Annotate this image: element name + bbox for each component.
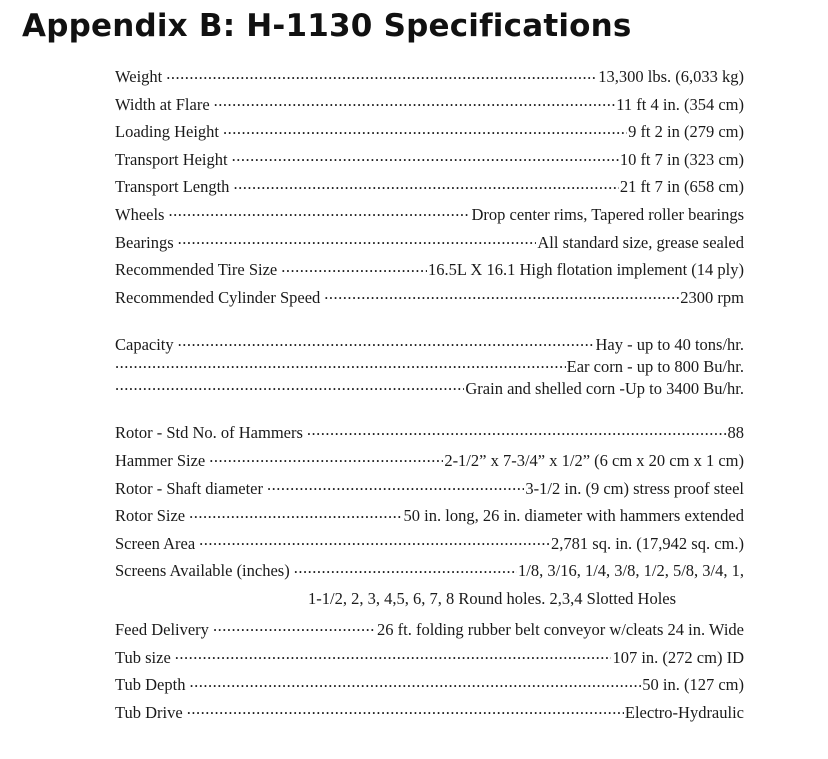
spec-value: 2-1/2” x 7-3/4” x 1/2” (6 cm x 20 cm x 1 cm)	[444, 450, 744, 470]
spec-value: 16.5L X 16.1 High flotation implement (14 ply)	[427, 260, 744, 280]
spec-row	[115, 530, 744, 558]
dot-leader	[178, 333, 595, 350]
dot-leader	[209, 449, 443, 466]
spec-value: 2300 rpm	[680, 287, 744, 307]
dot-leader	[214, 93, 616, 110]
spec-value: 88	[727, 423, 744, 443]
dot-leader	[189, 505, 402, 522]
dot-leader	[232, 148, 619, 165]
spec-value: All standard size, grease sealed	[537, 232, 744, 252]
spec-row	[115, 146, 744, 174]
spec-value: Drop center rims, Tapered roller bearings	[471, 204, 744, 224]
spec-label: Loading Height	[115, 122, 220, 142]
rotor-specs-group	[115, 419, 744, 585]
spec-value: 11 ft 4 in. (354 cm)	[616, 94, 744, 114]
spec-value: 50 in. long, 26 in. diameter with hammers extended	[403, 506, 744, 526]
spec-value: 10 ft 7 in (323 cm)	[619, 149, 744, 169]
spec-row	[115, 173, 744, 201]
spec-row	[115, 63, 744, 91]
spec-label: Feed Delivery	[115, 619, 209, 639]
group-spacer	[115, 311, 744, 333]
spec-value: 2,781 sq. in. (17,942 sq. cm.)	[551, 533, 744, 553]
spec-row	[115, 616, 744, 644]
spec-row	[115, 557, 744, 585]
spec-label: Recommended Tire Size	[115, 260, 278, 280]
spec-label: Weight	[115, 67, 163, 86]
tub-specs-group	[115, 616, 744, 726]
spec-label: Transport Length	[115, 177, 230, 197]
spec-label: Rotor - Std No. of Hammers	[115, 423, 303, 443]
spec-label: Recommended Cylinder Speed	[115, 287, 321, 307]
spec-value: 9 ft 2 in (279 cm)	[628, 122, 744, 142]
spec-value: Hay - up to 40 tons/hr.	[595, 334, 744, 354]
spec-label: Transport Height	[115, 149, 228, 169]
spec-row	[115, 333, 744, 355]
spec-row	[115, 229, 744, 257]
dot-leader	[115, 377, 464, 394]
spec-row	[115, 201, 744, 229]
spec-label: Hammer Size	[115, 450, 206, 470]
spec-label: Rotor - Shaft diameter	[115, 478, 264, 498]
spec-value: 3-1/2 in. (9 cm) stress proof steel	[525, 478, 744, 498]
spec-row	[115, 355, 744, 377]
dot-leader	[199, 532, 550, 549]
page-title: Appendix B: H-1130 Specifications	[22, 8, 632, 44]
spec-label: Screen Area	[115, 533, 196, 553]
spec-row	[115, 284, 744, 312]
dot-leader	[115, 355, 566, 372]
dot-leader	[233, 176, 618, 193]
dot-leader	[175, 646, 612, 663]
dot-leader	[166, 66, 597, 83]
spec-row	[115, 699, 744, 727]
general-specs-group	[115, 63, 744, 311]
spec-label: Tub Depth	[115, 675, 186, 695]
spec-row	[115, 91, 744, 119]
spec-row	[115, 118, 744, 146]
spec-row	[115, 475, 744, 503]
spec-value: Electro-Hydraulic	[624, 702, 744, 722]
spec-row	[115, 419, 744, 447]
group-spacer	[115, 399, 744, 419]
spec-row	[115, 256, 744, 284]
spec-label: Screens Available (inches)	[115, 561, 290, 581]
spec-value: Ear corn - up to 800 Bu/hr.	[566, 356, 744, 376]
dot-leader	[168, 203, 470, 220]
spec-label: Capacity	[115, 334, 174, 354]
spec-value: 26 ft. folding rubber belt conveyor w/cleats 24 in. Wide	[377, 619, 744, 639]
spec-row	[115, 644, 744, 672]
spec-value: Grain and shelled corn -Up to 3400 Bu/hr.	[465, 378, 744, 398]
dot-leader	[178, 231, 537, 248]
capacity-group	[115, 333, 744, 399]
spec-label: Wheels	[115, 204, 165, 224]
spec-value: 21 ft 7 in (658 cm)	[619, 177, 744, 197]
spec-row	[115, 447, 744, 475]
spec-value: 1/8, 3/16, 1/4, 3/8, 1/2, 5/8, 3/4, 1,	[518, 561, 744, 581]
screens-continuation: 1-1/2, 2, 3, 4,5, 6, 7, 8 Round holes. 2,3,4 Slotted Holes	[308, 588, 677, 608]
dot-leader	[187, 701, 624, 718]
spec-row	[115, 502, 744, 530]
dot-leader	[324, 286, 679, 303]
dot-leader	[267, 477, 524, 494]
dot-leader	[189, 674, 641, 691]
spec-label: Rotor Size	[115, 506, 186, 526]
specifications-list	[115, 63, 744, 726]
spec-value: 107 in. (272 cm) ID	[612, 647, 744, 667]
spec-label: Tub size	[115, 647, 171, 667]
spec-label: Bearings	[115, 232, 174, 252]
dot-leader	[223, 121, 627, 138]
spec-value: 50 in. (127 cm)	[642, 675, 744, 695]
dot-leader	[307, 422, 727, 439]
spec-value: 13,300 lbs. (6,033 kg)	[598, 67, 744, 86]
spec-label: Width at Flare	[115, 94, 210, 114]
dot-leader	[294, 560, 517, 577]
dot-leader	[213, 618, 376, 635]
spec-row	[115, 671, 744, 699]
spec-label: Tub Drive	[115, 702, 183, 722]
spec-row	[115, 377, 744, 399]
dot-leader	[281, 259, 427, 276]
